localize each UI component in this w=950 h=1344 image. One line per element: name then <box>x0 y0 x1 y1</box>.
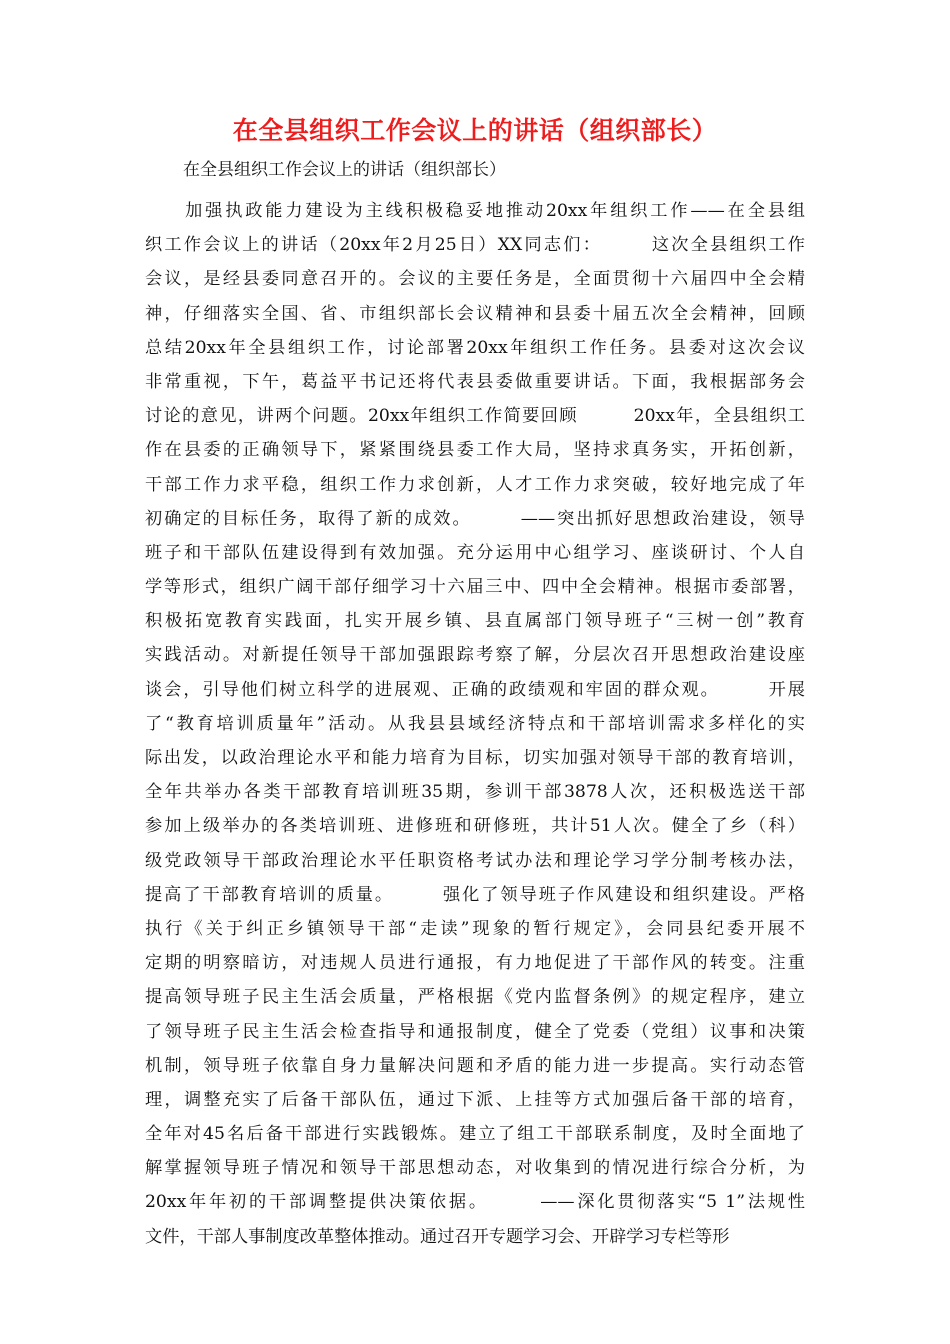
body-line: 作在县委的正确领导下，紧紧围绕县委工作大局，坚持求真务实，开拓创新， <box>145 440 805 461</box>
body-line: 参加上级举办的各类培训班、进修班和研修班，共计51人次。健全了乡（科） <box>145 816 805 837</box>
body-line: 织工作会议上的讲话（20xx年2月25日）XX同志们： 这次全县组织工作 <box>145 235 805 256</box>
body-line: 全年对45名后备干部进行实践锻炼。建立了组工干部联系制度，及时全面地了 <box>145 1124 805 1145</box>
body-line: 了领导班子民主生活会检查指导和通报制度，健全了党委（党组）议事和决策 <box>145 1021 805 1042</box>
body-line: 定期的明察暗访，对违规人员进行通报，有力地促进了干部作风的转变。注重 <box>145 953 805 974</box>
body-line: 解掌握领导班子情况和领导干部思想动态，对收集到的情况进行综合分析，为 <box>145 1158 805 1179</box>
body-line: 学等形式，组织广阔干部仔细学习十六届三中、四中全会精神。根据市委部署， <box>145 577 805 598</box>
body-line: 加强执政能力建设为主线积极稳妥地推动20xx年组织工作——在全县组 <box>145 201 805 221</box>
body-line: 讨论的意见，讲两个问题。20xx年组织工作简要回顾 20xx年，全县组织工 <box>145 406 805 427</box>
body-line: 会议，是经县委同意召开的。会议的主要任务是，全面贯彻十六届四中全会精 <box>145 269 805 290</box>
document-subtitle: 在全县组织工作会议上的讲话（组织部长） <box>183 160 506 180</box>
body-line: 谈会，引导他们树立科学的进展观、正确的政绩观和牢固的群众观。 开展 <box>145 679 805 700</box>
body-line: 干部工作力求平稳，组织工作力求创新，人才工作力求突破，较好地完成了年 <box>145 474 805 495</box>
body-line: 全年共举办各类干部教育培训班35期，参训干部3878人次，还积极选送干部 <box>145 782 805 803</box>
body-line: 了“教育培训质量年”活动。从我县县域经济特点和干部培训需求多样化的实 <box>145 713 805 734</box>
body-line: 初确定的目标任务，取得了新的成效。 ——突出抓好思想政治建设，领导 <box>145 508 805 529</box>
document-title: 在全县组织工作会议上的讲话（组织部长） <box>232 116 718 145</box>
body-line: 理，调整充实了后备干部队伍，通过下派、上挂等方式加强后备干部的培育， <box>145 1089 805 1110</box>
body-line: 积极拓宽教育实践面，扎实开展乡镇、县直属部门领导班子“三树一创”教育 <box>145 611 805 632</box>
body-line: 班子和干部队伍建设得到有效加强。充分运用中心组学习、座谈研讨、个人自 <box>145 542 805 563</box>
body-line: 执行《关于纠正乡镇领导干部“走读”现象的暂行规定》，会同县纪委开展不 <box>145 918 805 939</box>
body-line: 提高了干部教育培训的质量。 强化了领导班子作风建设和组织建设。严格 <box>145 884 805 905</box>
body-line: 神，仔细落实全国、省、市组织部长会议精神和县委十届五次全会精神，回顾 <box>145 303 805 324</box>
body-line: 非常重视，下午，葛益平书记还将代表县委做重要讲话。下面，我根据部务会 <box>145 371 805 392</box>
body-line: 提高领导班子民主生活会质量，严格根据《党内监督条例》的规定程序，建立 <box>145 987 805 1008</box>
body-line: 总结20xx年全县组织工作，讨论部署20xx年组织工作任务。县委对这次会议 <box>145 337 805 358</box>
body-line: 级党政领导干部政治理论水平任职资格考试办法和理论学习学分制考核办法， <box>145 850 805 871</box>
body-line: 际出发，以政治理论水平和能力培育为目标，切实加强对领导干部的教育培训， <box>145 748 805 768</box>
body-line: 机制，领导班子依靠自身力量解决问题和矛盾的能力进一步提高。实行动态管 <box>145 1055 805 1076</box>
body-line: 实践活动。对新提任领导干部加强跟踪考察了解，分层次召开思想政治建设座 <box>145 645 805 666</box>
document-body <box>145 194 805 1254</box>
body-line: 文件，干部人事制度改革整体推动。通过召开专题学习会、开辟学习专栏等形 <box>145 1226 730 1247</box>
body-line: 20xx年年初的干部调整提供决策依据。 ——深化贯彻落实“5 1”法规性 <box>145 1192 805 1213</box>
